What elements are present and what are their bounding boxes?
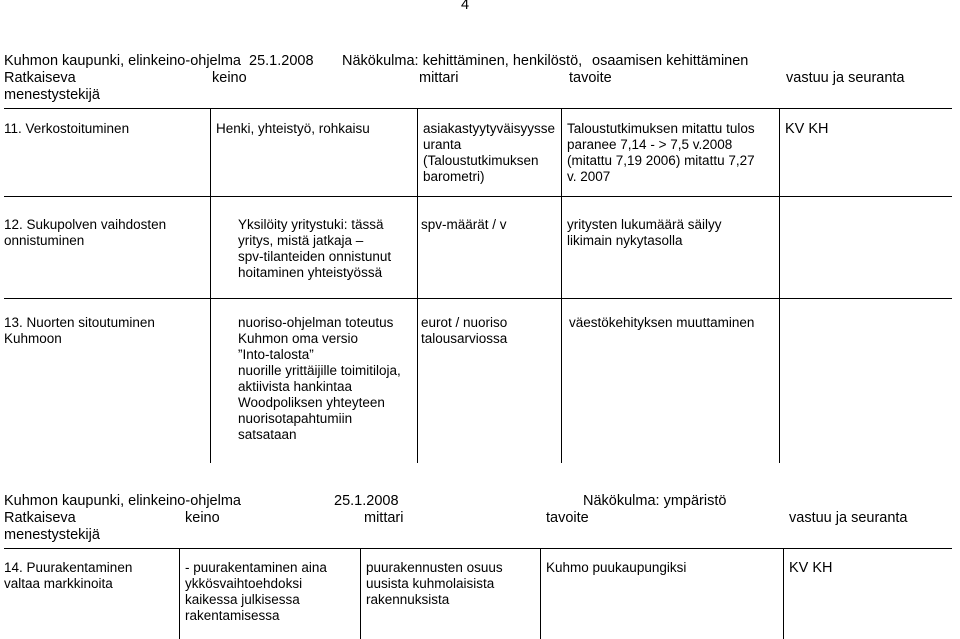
header-date: 25.1.2008: [249, 53, 314, 69]
column-divider: [210, 108, 211, 463]
column-divider: [540, 548, 541, 639]
column-divider: [561, 108, 562, 463]
col-header-goal: tavoite: [569, 70, 612, 86]
col-header-meter: mittari: [364, 510, 404, 526]
row-divider: [4, 298, 952, 299]
table-rule: [4, 548, 952, 549]
viewpoint-label: Näkökulma: kehittäminen, henkilöstö,: [342, 53, 583, 69]
col-header-factor: Ratkaiseva menestystekijä: [4, 510, 100, 543]
header-date: 25.1.2008: [334, 493, 399, 509]
row-means: nuoriso-ohjelman toteutus Kuhmon oma versio ”Into-talosta” nuorille yrittäijille toimitiloja, aktiivista hankintaa Woodpoliksen yhteyteen nuorisotapahtumiin satsataan: [238, 315, 401, 442]
column-divider: [360, 548, 361, 639]
row-means: - puurakentaminen aina ykkösvaihtoehdoksi kaikessa julkisessa rakentamisessa: [185, 560, 327, 623]
col-header-responsible: vastuu ja seuranta: [786, 70, 905, 86]
column-divider: [779, 108, 780, 463]
row-meter: puurakennusten osuus uusista kuhmolaisista rakennuksista: [366, 560, 503, 607]
row-responsible: KV KH: [789, 560, 833, 576]
row-goal: yritysten lukumäärä säilyy likimain nykytasolla: [567, 217, 722, 248]
col-header-goal: tavoite: [546, 510, 589, 526]
viewpoint-label-cont: osaamisen kehittäminen: [592, 53, 749, 69]
row-factor: 14. Puurakentaminen valtaa markkinoita: [4, 560, 133, 591]
row-goal: Taloustutkimuksen mitattu tulos paranee 7,14 - > 7,5 v.2008 (mitattu 7,19 2006) mitattu 7,27 v. 2007: [567, 121, 755, 184]
org-name: Kuhmon kaupunki, elinkeino-ohjelma: [4, 53, 241, 69]
col-header-means: keino: [212, 70, 247, 86]
column-divider: [783, 548, 784, 639]
row-responsible: KV KH: [785, 121, 829, 137]
col-header-responsible: vastuu ja seuranta: [789, 510, 908, 526]
row-goal: Kuhmo puukaupungiksi: [546, 560, 687, 575]
table-rule: [4, 108, 952, 109]
row-meter: spv-määrät / v: [421, 217, 507, 232]
column-divider: [417, 108, 418, 463]
column-divider: [179, 548, 180, 639]
page-number: 4: [461, 0, 470, 13]
row-means: Yksilöity yritystuki: tässä yritys, mistä jatkaja – spv-tilanteiden onnistunut hoitaminen yhteistyössä: [238, 217, 392, 280]
row-meter: asiakastyytyväisyysse uranta (Taloustutkimuksen barometri): [423, 121, 556, 184]
col-header-means: keino: [185, 510, 220, 526]
row-meter: eurot / nuoriso talousarviossa: [421, 315, 508, 346]
row-means: Henki, yhteistyö, rohkaisu: [216, 121, 370, 136]
org-name: Kuhmon kaupunki, elinkeino-ohjelma: [4, 493, 241, 509]
row-factor: 11. Verkostoituminen: [4, 121, 130, 136]
row-factor: 12. Sukupolven vaihdosten onnistuminen: [4, 217, 167, 248]
row-divider: [4, 196, 952, 197]
row-goal: väestökehityksen muuttaminen: [569, 315, 755, 330]
col-header-factor: Ratkaiseva menestystekijä: [4, 70, 100, 103]
col-header-meter: mittari: [419, 70, 459, 86]
row-factor: 13. Nuorten sitoutuminen Kuhmoon: [4, 315, 155, 346]
viewpoint-label: Näkökulma: ympäristö: [583, 493, 727, 509]
